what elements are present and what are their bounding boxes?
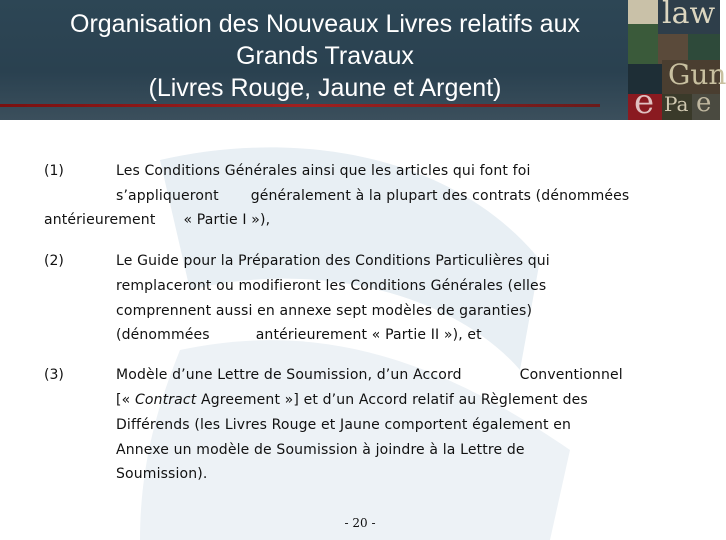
item-text-line [116,327,482,343]
collage-text: law [662,0,716,31]
text-segment: antérieurement [44,212,156,228]
text-segment: Agreement »] et d’un Accord relatif au Règlement des [196,392,588,408]
text-segment: comprennent aussi en annexe sept modèles de garanties) [116,303,533,319]
page-number: - 20 - [344,516,376,530]
title-line: Organisation des Nouveaux Livres relatifs aux [70,10,580,38]
text-segment: [« [116,392,135,408]
title-line: Grands Travaux [236,42,414,70]
item-number: (2) [44,253,64,269]
item-text-line [116,188,629,204]
collage-text: e [696,88,712,118]
item-text-line [116,253,550,269]
text-segment: remplaceront ou modifieront les Conditions Générales (elles [116,278,547,294]
text-segment: antérieurement « Partie II »), et [255,327,482,343]
text-segment: Le Guide pour la Préparation des Conditions Particulières qui [116,253,550,269]
item-text-line [116,417,571,433]
title-line: (Livres Rouge, Jaune et Argent) [148,74,502,102]
text-segment: généralement à la plupart des contrats (dénommées [250,188,630,204]
item-text-line [116,367,623,383]
item-text-line [116,442,525,458]
collage-text: Gun [668,58,726,91]
item-text-line [116,466,207,482]
text-segment: Conventionnel [519,367,623,383]
item-number: (1) [44,163,64,179]
text-segment: Modèle d’une Lettre de Soumission, d’un Accord [116,367,462,383]
text-segment: Contract [134,392,197,408]
item-text-line [116,163,531,179]
item-text-line [44,212,270,228]
text-segment: « Partie I »), [183,212,271,228]
text-segment: Soumission). [116,466,208,482]
text-segment: Annexe un modèle de Soumission à joindre à la Lettre de [116,442,525,458]
text-segment: Différends (les Livres Rouge et Jaune comportent également en [116,417,572,433]
item-number: (3) [44,367,64,383]
collage-text: Pa [664,92,689,116]
item-text-line [116,303,532,319]
text-segment: (dénommées [116,327,210,343]
text-segment: s’appliqueront [116,188,219,204]
item-text-line [116,278,546,294]
collage-text: e [634,82,655,122]
text-segment: Les Conditions Générales ainsi que les articles qui font foi [116,163,531,179]
item-text-line [116,392,588,408]
